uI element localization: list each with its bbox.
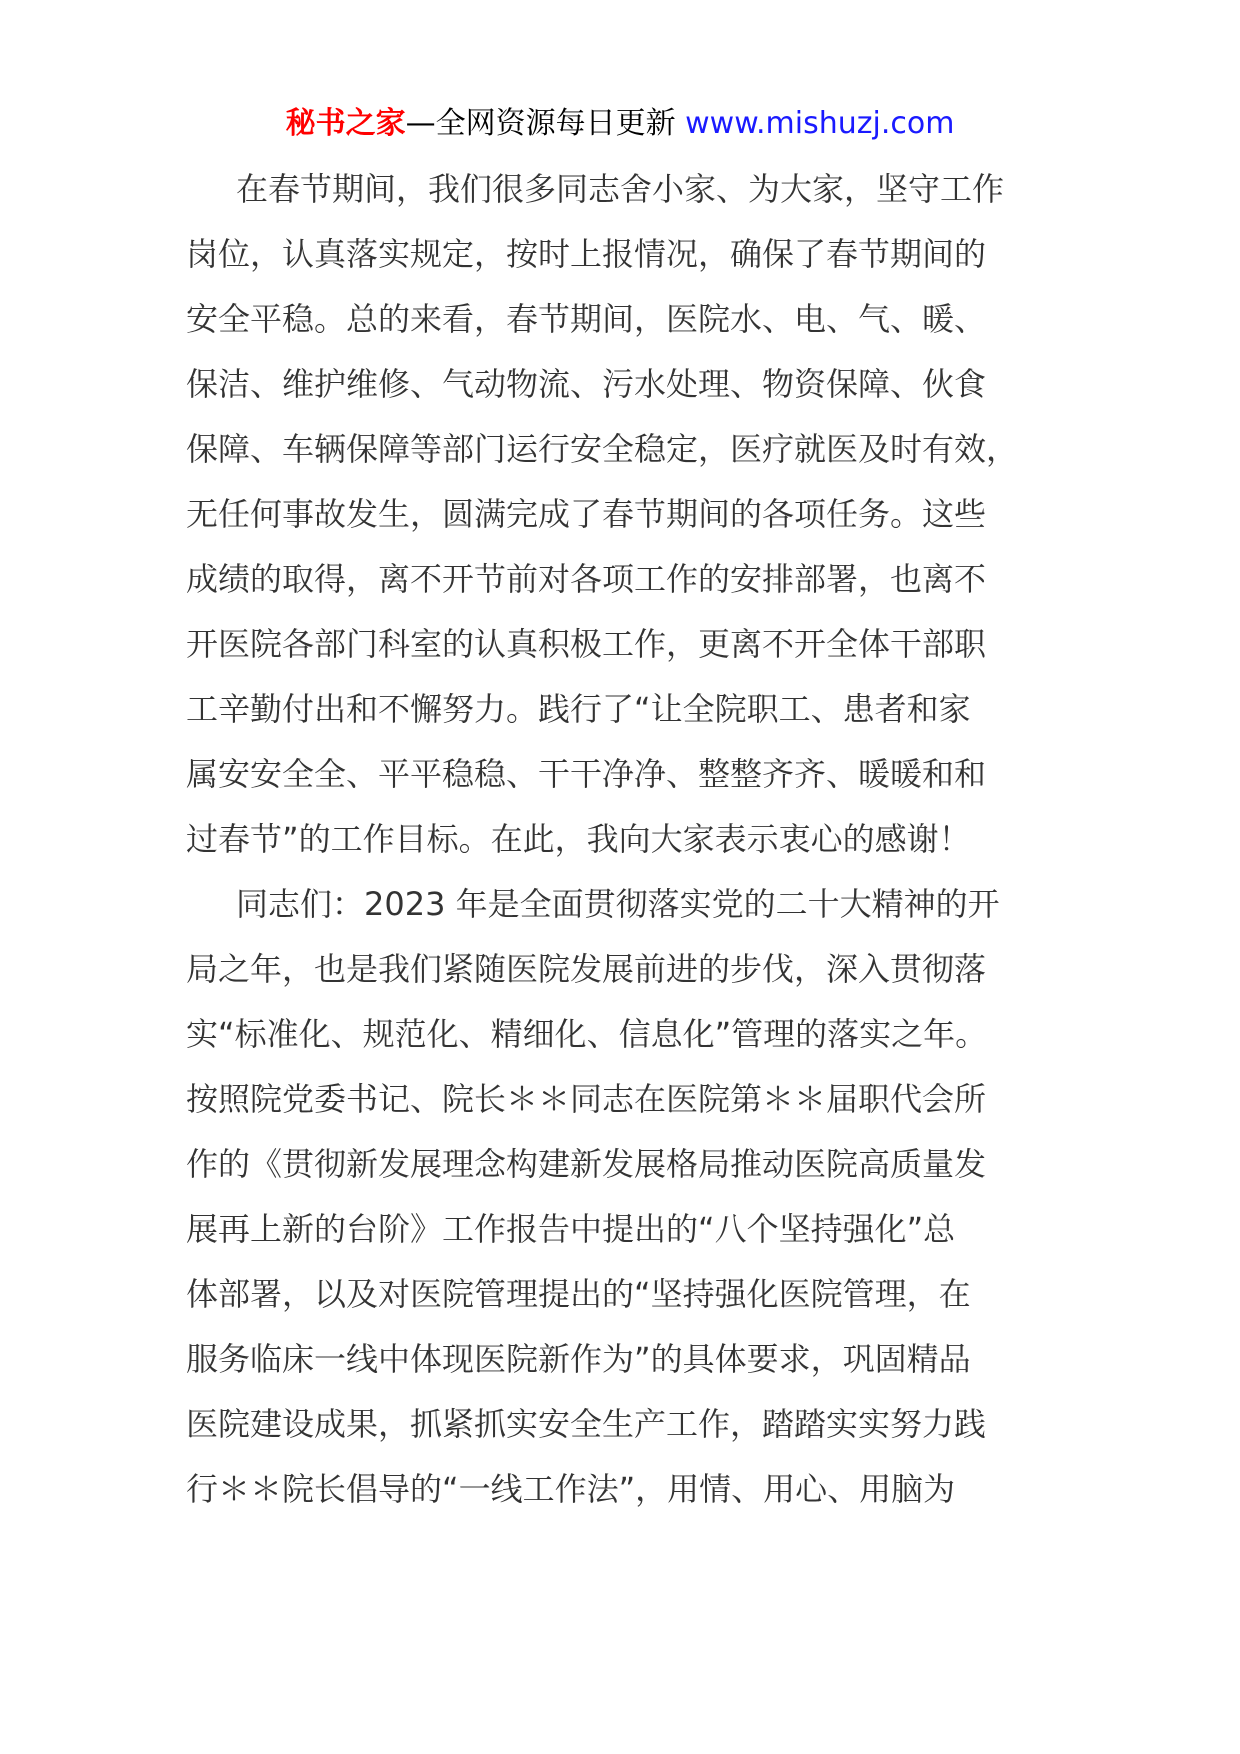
text-line: 局之年，也是我们紧随医院发展前进的步伐，深入贯彻落 — [186, 950, 987, 988]
text-line: 过春节”的工作目标。在此，我向大家表示衷心的感谢！ — [186, 820, 971, 858]
page-header — [0, 104, 1240, 144]
text-line: 属安安全全、平平稳稳、干干净净、整整齐齐、暖暖和和 — [186, 755, 987, 793]
text-line: 保洁、维护维修、气动物流、污水处理、物资保障、伙食 — [186, 365, 987, 403]
text-line: 安全平稳。总的来看，春节期间，医院水、电、气、暖、 — [186, 300, 987, 338]
text-line: 成绩的取得，离不开节前对各项工作的安排部署，也离不 — [186, 560, 987, 598]
text-line: 体部署，以及对医院管理提出的“坚持强化医院管理，在 — [186, 1275, 971, 1313]
text-line: 开医院各部门科室的认真积极工作，更离不开全体干部职 — [186, 625, 987, 663]
text-line: 行＊＊院长倡导的“一线工作法”，用情、用心、用脑为 — [186, 1470, 956, 1508]
text-line: 作的《贯彻新发展理念构建新发展格局推动医院高质量发 — [186, 1145, 987, 1183]
text-line: 岗位，认真落实规定，按时上报情况，确保了春节期间的 — [186, 235, 987, 273]
text-line: 按照院党委书记、院长＊＊同志在医院第＊＊届职代会所 — [186, 1080, 987, 1118]
paragraph-1 — [186, 157, 1066, 872]
document-body — [186, 157, 1066, 1522]
header-tagline: —全网资源每日更新 — [405, 106, 676, 141]
brand-name: 秘书之家 — [285, 106, 406, 141]
text-line: 服务临床一线中体现医院新作为”的具体要求，巩固精品 — [186, 1340, 971, 1378]
website-link[interactable]: www.mishuzj.com — [685, 106, 955, 141]
text-line: 同志们：2023 年是全面贯彻落实党的二十大精神的开 — [236, 885, 1000, 923]
text-line: 实“标准化、规范化、精细化、信息化”管理的落实之年。 — [186, 1015, 988, 1053]
text-line: 无任何事故发生，圆满完成了春节期间的各项任务。这些 — [186, 495, 987, 533]
text-line: 工辛勤付出和不懈努力。践行了“让全院职工、患者和家 — [186, 690, 971, 728]
text-line: 在春节期间，我们很多同志舍小家、为大家，坚守工作 — [236, 170, 1005, 208]
text-line: 展再上新的台阶》工作报告中提出的“八个坚持强化”总 — [186, 1210, 956, 1248]
text-line: 医院建设成果，抓紧抓实安全生产工作，踏踏实实努力践 — [186, 1405, 987, 1443]
paragraph-2 — [186, 872, 1066, 1522]
text-line: 保障、车辆保障等部门运行安全稳定，医疗就医及时有效， — [186, 430, 1019, 468]
